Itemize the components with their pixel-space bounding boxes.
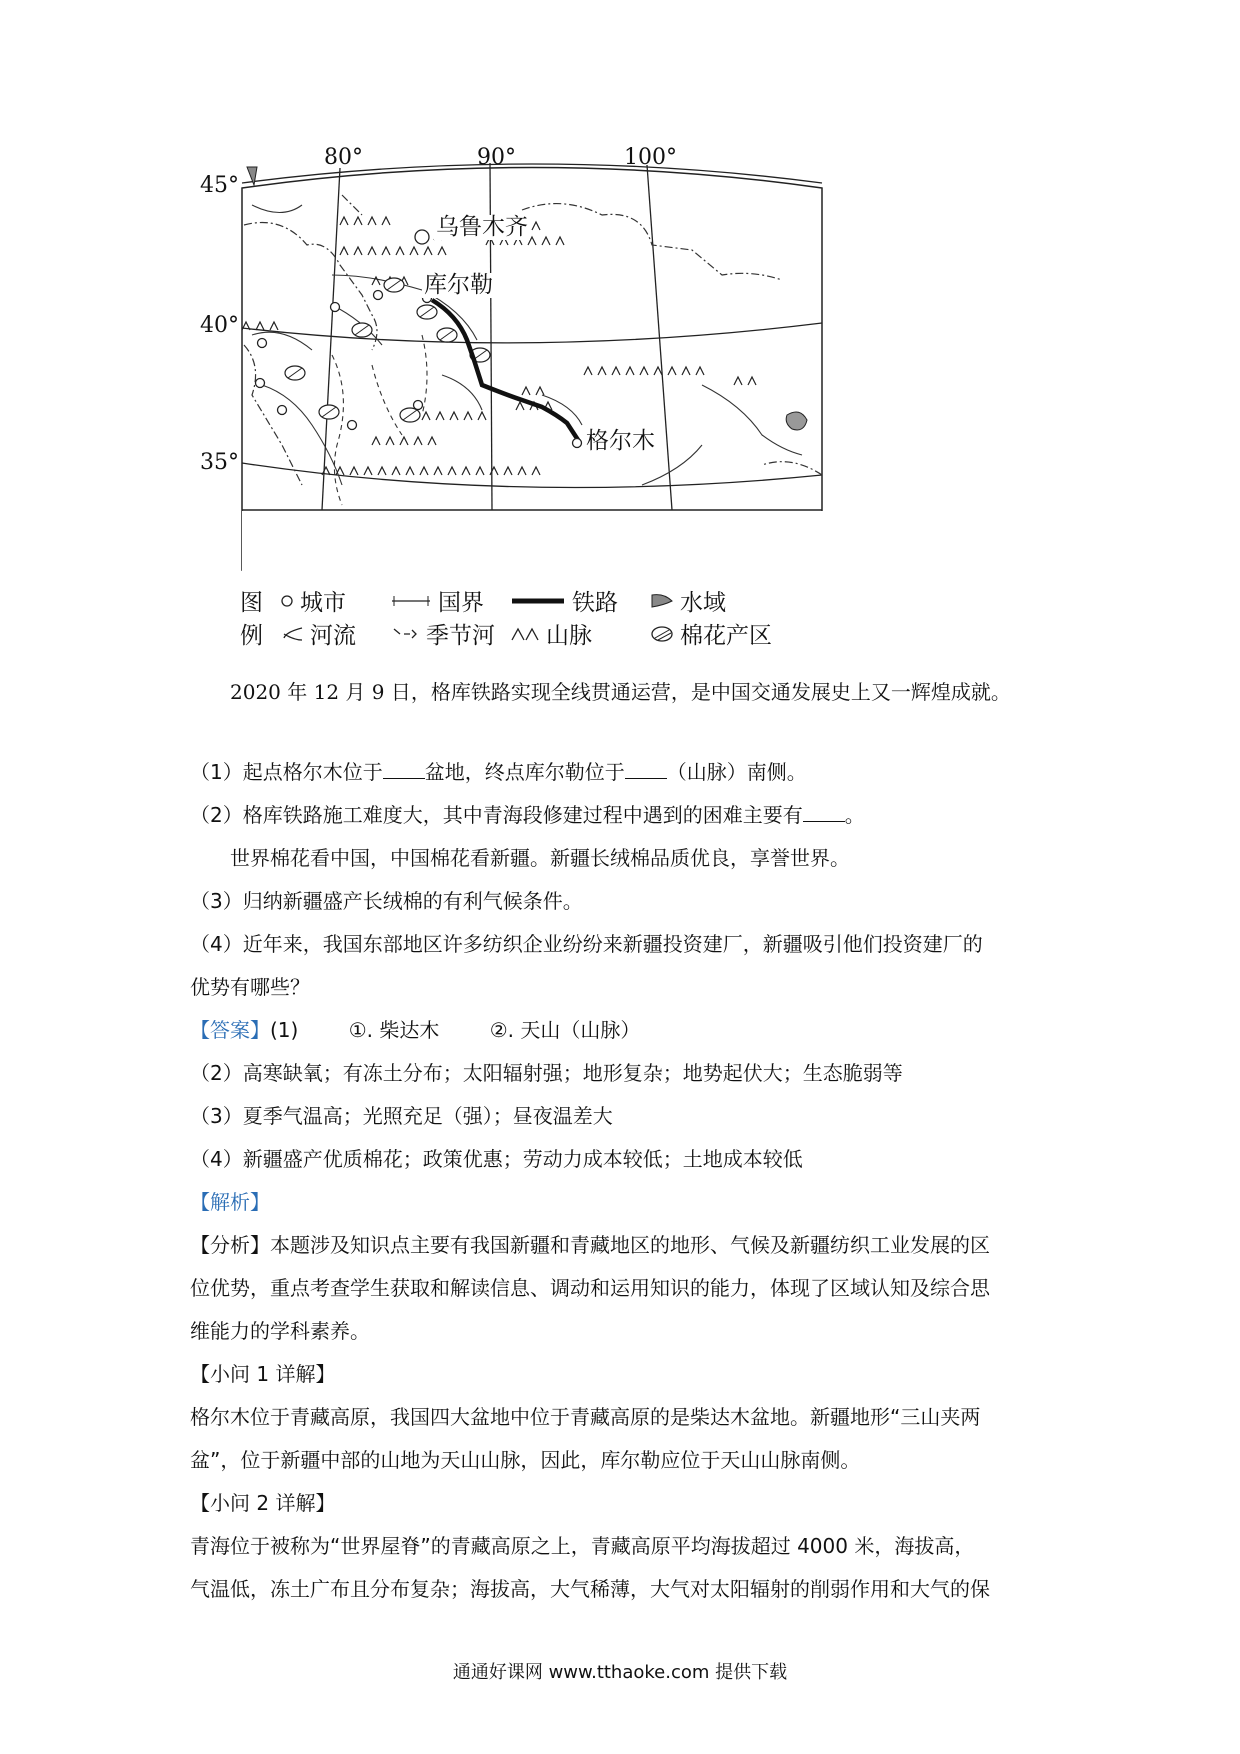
- sub-2-line-1: 青海位于被称为“世界屋脊”的青藏高原之上，青藏高原平均海拔超过 4000 米，海拔高，: [190, 1534, 975, 1558]
- answer-tag: 【答案】: [190, 1018, 270, 1042]
- legend-seasonal-river-label: 季节河: [426, 623, 495, 649]
- answer-4: （4）新疆盛产优质棉花；政策优惠；劳动力成本较低；土地成本较低: [190, 1147, 803, 1171]
- legend-border: [390, 584, 484, 617]
- lat-40-label: 40°: [200, 313, 239, 338]
- legend-water-label: 水域: [680, 590, 726, 616]
- border-icon: [390, 594, 432, 608]
- question-4-line-2: 优势有哪些？: [190, 975, 310, 999]
- cotton-area: [285, 278, 490, 422]
- city-label-korla: 库尔勒: [424, 272, 493, 298]
- river-icon: [280, 626, 304, 642]
- legend-cotton: [650, 617, 772, 650]
- sub-1-line-2: 盆”，位于新疆中部的山地为天山山脉，因此，库尔勒应位于天山山脉南侧。: [190, 1448, 861, 1472]
- map-legend: [240, 584, 840, 650]
- sub-1-tag: 【小问 1 详解】: [190, 1362, 336, 1386]
- legend-cotton-label: 棉花产区: [680, 623, 772, 649]
- blank-2: [625, 760, 667, 779]
- lat-40-line: [242, 323, 822, 343]
- railway-map: [200, 145, 842, 655]
- question-2: （2）格库铁路施工难度大，其中青海段修建过程中遇到的困难主要有 。: [190, 803, 865, 827]
- sub-1-line-1: 格尔木位于青藏高原，我国四大盆地中位于青藏高原的是柴达木盆地。新疆地形“三山夹两: [190, 1405, 981, 1429]
- legend-label-bottom: 例: [240, 623, 263, 649]
- cotton-icon: [650, 625, 674, 643]
- river: [252, 205, 802, 485]
- question-3: （3）归纳新疆盛产长绒棉的有利气候条件。: [190, 889, 583, 913]
- legend-railway-label: 铁路: [572, 590, 618, 616]
- blank-1: [383, 760, 425, 779]
- legend-mountain: [510, 617, 592, 650]
- legend-label-top: 图: [240, 590, 263, 616]
- answer-2: （2）高寒缺氧；有冻土分布；太阳辐射强；地形复杂；地势起伏大；生态脆弱等: [190, 1061, 903, 1085]
- page-footer: 通通好课网 www.tthaoke.com 提供下载: [452, 1662, 788, 1683]
- legend-mountain-label: 山脉: [546, 623, 592, 649]
- city-label-urumqi: 乌鲁木齐: [436, 214, 528, 240]
- cotton-intro: 世界棉花看中国，中国棉花看新疆。新疆长绒棉品质优良，享誉世界。: [230, 846, 850, 870]
- legend-railway: [510, 584, 618, 617]
- railway-icon: [510, 594, 566, 608]
- analysis-line-1: 【分析】本题涉及知识点主要有我国新疆和青藏地区的地形、气候及新疆纺织工业发展的区: [190, 1233, 990, 1257]
- water-icon: [650, 593, 674, 609]
- analysis-line-3: 维能力的学科素养。: [190, 1319, 370, 1343]
- seasonal-river-icon: [390, 626, 420, 642]
- map-bottom-mask: [242, 511, 823, 591]
- lat-35-line: [242, 463, 822, 488]
- analysis-line-2: 位优势，重点考查学生获取和解读信息、调动和运用知识的能力，体现了区域认知及综合思: [190, 1276, 990, 1300]
- map-drawing: [222, 155, 842, 655]
- sub-2-line-2: 气温低，冻土广布且分布复杂；海拔高，大气稀薄，大气对太阳辐射的削弱作用和大气的保: [190, 1577, 990, 1601]
- legend-river: [280, 617, 356, 650]
- mountain-icon: [510, 626, 540, 642]
- water-body: [786, 412, 807, 430]
- question-1: （1）起点格尔木位于 盆地，终点库尔勒位于 （山脉）南侧。: [190, 760, 807, 784]
- analysis-tag: 【解析】: [190, 1190, 270, 1214]
- lon-90-label: 90°: [477, 145, 516, 170]
- lon-80-label: 80°: [324, 145, 363, 170]
- lat-45-label: 45°: [200, 173, 239, 198]
- sub-2-tag: 【小问 2 详解】: [190, 1491, 336, 1515]
- blank-3: [803, 803, 845, 822]
- legend-city-label: 城市: [300, 590, 346, 616]
- legend-water: [650, 584, 726, 617]
- map-caption: 2020 年 12 月 9 日，格库铁路实现全线贯通运营，是中国交通发展史上又一辉煌成就。: [230, 680, 1011, 704]
- lat-35-label: 35°: [200, 450, 239, 475]
- city-icon: [280, 594, 294, 608]
- cotton-hatch: [288, 280, 487, 420]
- legend-river-label: 河流: [310, 623, 356, 649]
- answer-3: （3）夏季气温高；光照充足（强）；昼夜温差大: [190, 1104, 613, 1128]
- legend-border-label: 国界: [438, 590, 484, 616]
- legend-seasonal-river: [390, 617, 495, 650]
- railway-line: [432, 300, 580, 443]
- question-4-line-1: （4）近年来，我国东部地区许多纺织企业纷纷来新疆投资建厂，新疆吸引他们投资建厂的: [190, 932, 983, 956]
- answer-1: 【答案】(1) ①. 柴达木 ②. 天山（山脉）: [190, 1018, 641, 1042]
- city-label-golmud: 格尔木: [586, 428, 655, 454]
- legend-city: [280, 584, 346, 617]
- lon-100-label: 100°: [624, 145, 677, 170]
